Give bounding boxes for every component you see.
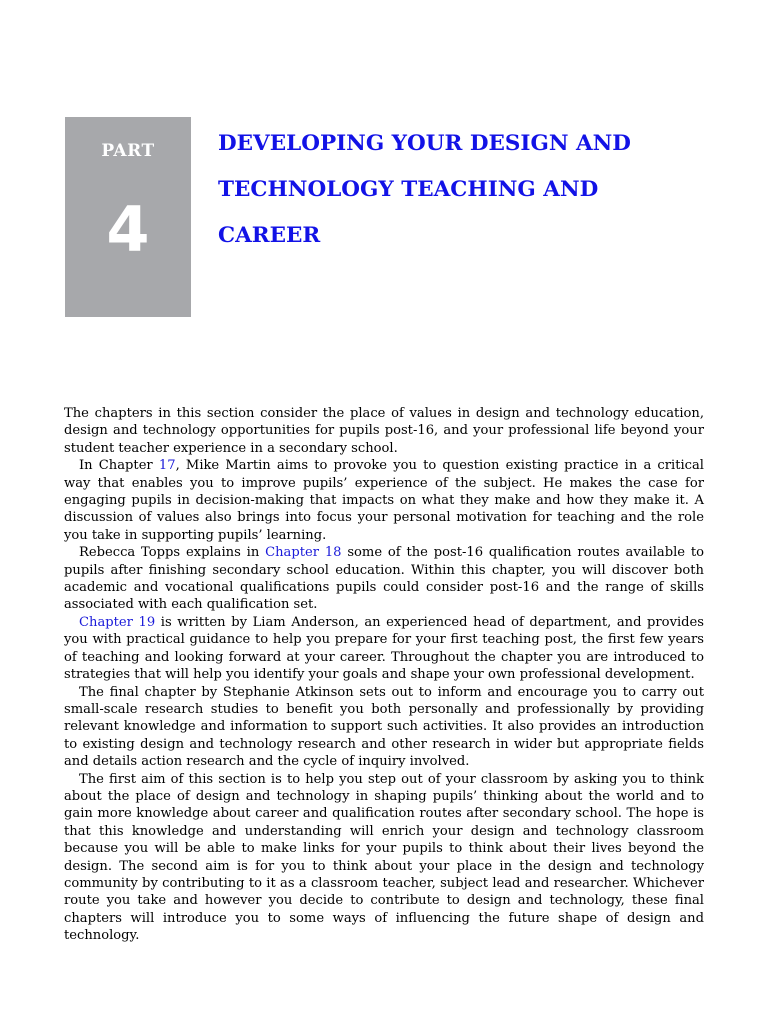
intro-paragraph <box>64 614 704 684</box>
chapter-19-link[interactable]: Chapter 19 <box>79 614 156 630</box>
paragraph-text: some of the post-16 qualification routes available to pupils after finishing secondary school education. Within this chapter, you will discover both academic and vocational qualifications pupils could consider post-16 and the range of skills associated with each qualification set. <box>64 545 705 613</box>
part-title-line: DEVELOPING YOUR DESIGN AND <box>218 131 631 156</box>
paragraph-text: , Mike Martin aims to provoke you to question existing practice in a critical way that enables you to improve pupils’ experience of the subject. He makes the case for engaging pupils in decision-making that impacts on what they make and how they make it. A discussion of values also brings into focus your personal motivation for teaching and the role you take in supporting pupils’ learning. <box>64 458 704 543</box>
intro-paragraph: The first aim of this section is to help you step out of your classroom by asking you to think about the place of design and technology in shaping pupils’ thinking about the world and to gain more knowledge about career and qualification routes after secondary school. The hope is that this knowledge and understanding will enrich your design and technology classroom because you will be able to make links for your pupils to think about their lives beyond the design. The second aim is for you to think about your place in the design and technology community by contributing to it as a classroom teacher, subject lead and researcher. Whichever route you take and however you decide to contribute to design and technology, these final chapters will introduce you to some ways of influencing the future shape of design and technology. <box>64 771 704 944</box>
part-number: 4 <box>106 193 150 266</box>
intro-paragraph: The final chapter by Stephanie Atkinson sets out to inform and encourage you to carry out small-scale research studies to benefit you both personally and professionally by providing relevant knowledge and information to support such activities. It also provides an introduction to existing design and technology research and other research in wider but appropriate fields and details action research and the cycle of inquiry involved. <box>64 684 704 770</box>
part-title-line: CAREER <box>218 223 321 248</box>
part-introduction <box>64 405 704 945</box>
chapter-17-link[interactable]: 17 <box>158 458 176 474</box>
paragraph-text: In Chapter <box>79 458 159 474</box>
chapter-18-link[interactable]: Chapter 18 <box>265 545 342 561</box>
intro-paragraph: The chapters in this section consider the place of values in design and technology education, design and technology opportunities for pupils post-16, and your professional life beyond your student teacher experience in a secondary school. <box>64 406 704 456</box>
part-title <box>218 121 738 259</box>
part-label: PART <box>101 141 155 161</box>
intro-paragraph <box>64 457 704 544</box>
paragraph-text: is written by Liam Anderson, an experienced head of department, and provides you with practical guidance to help you prepare for your first teaching post, the first few years of teaching and looking forward at your career. Throughout the chapter you are introduced to strategies that will help you identify your goals and shape your own professional development. <box>64 614 705 683</box>
part-badge <box>65 117 191 317</box>
intro-paragraph <box>64 544 704 614</box>
paragraph-text: Rebecca Topps explains in <box>79 545 266 561</box>
part-title-line: TECHNOLOGY TEACHING AND <box>218 177 599 202</box>
